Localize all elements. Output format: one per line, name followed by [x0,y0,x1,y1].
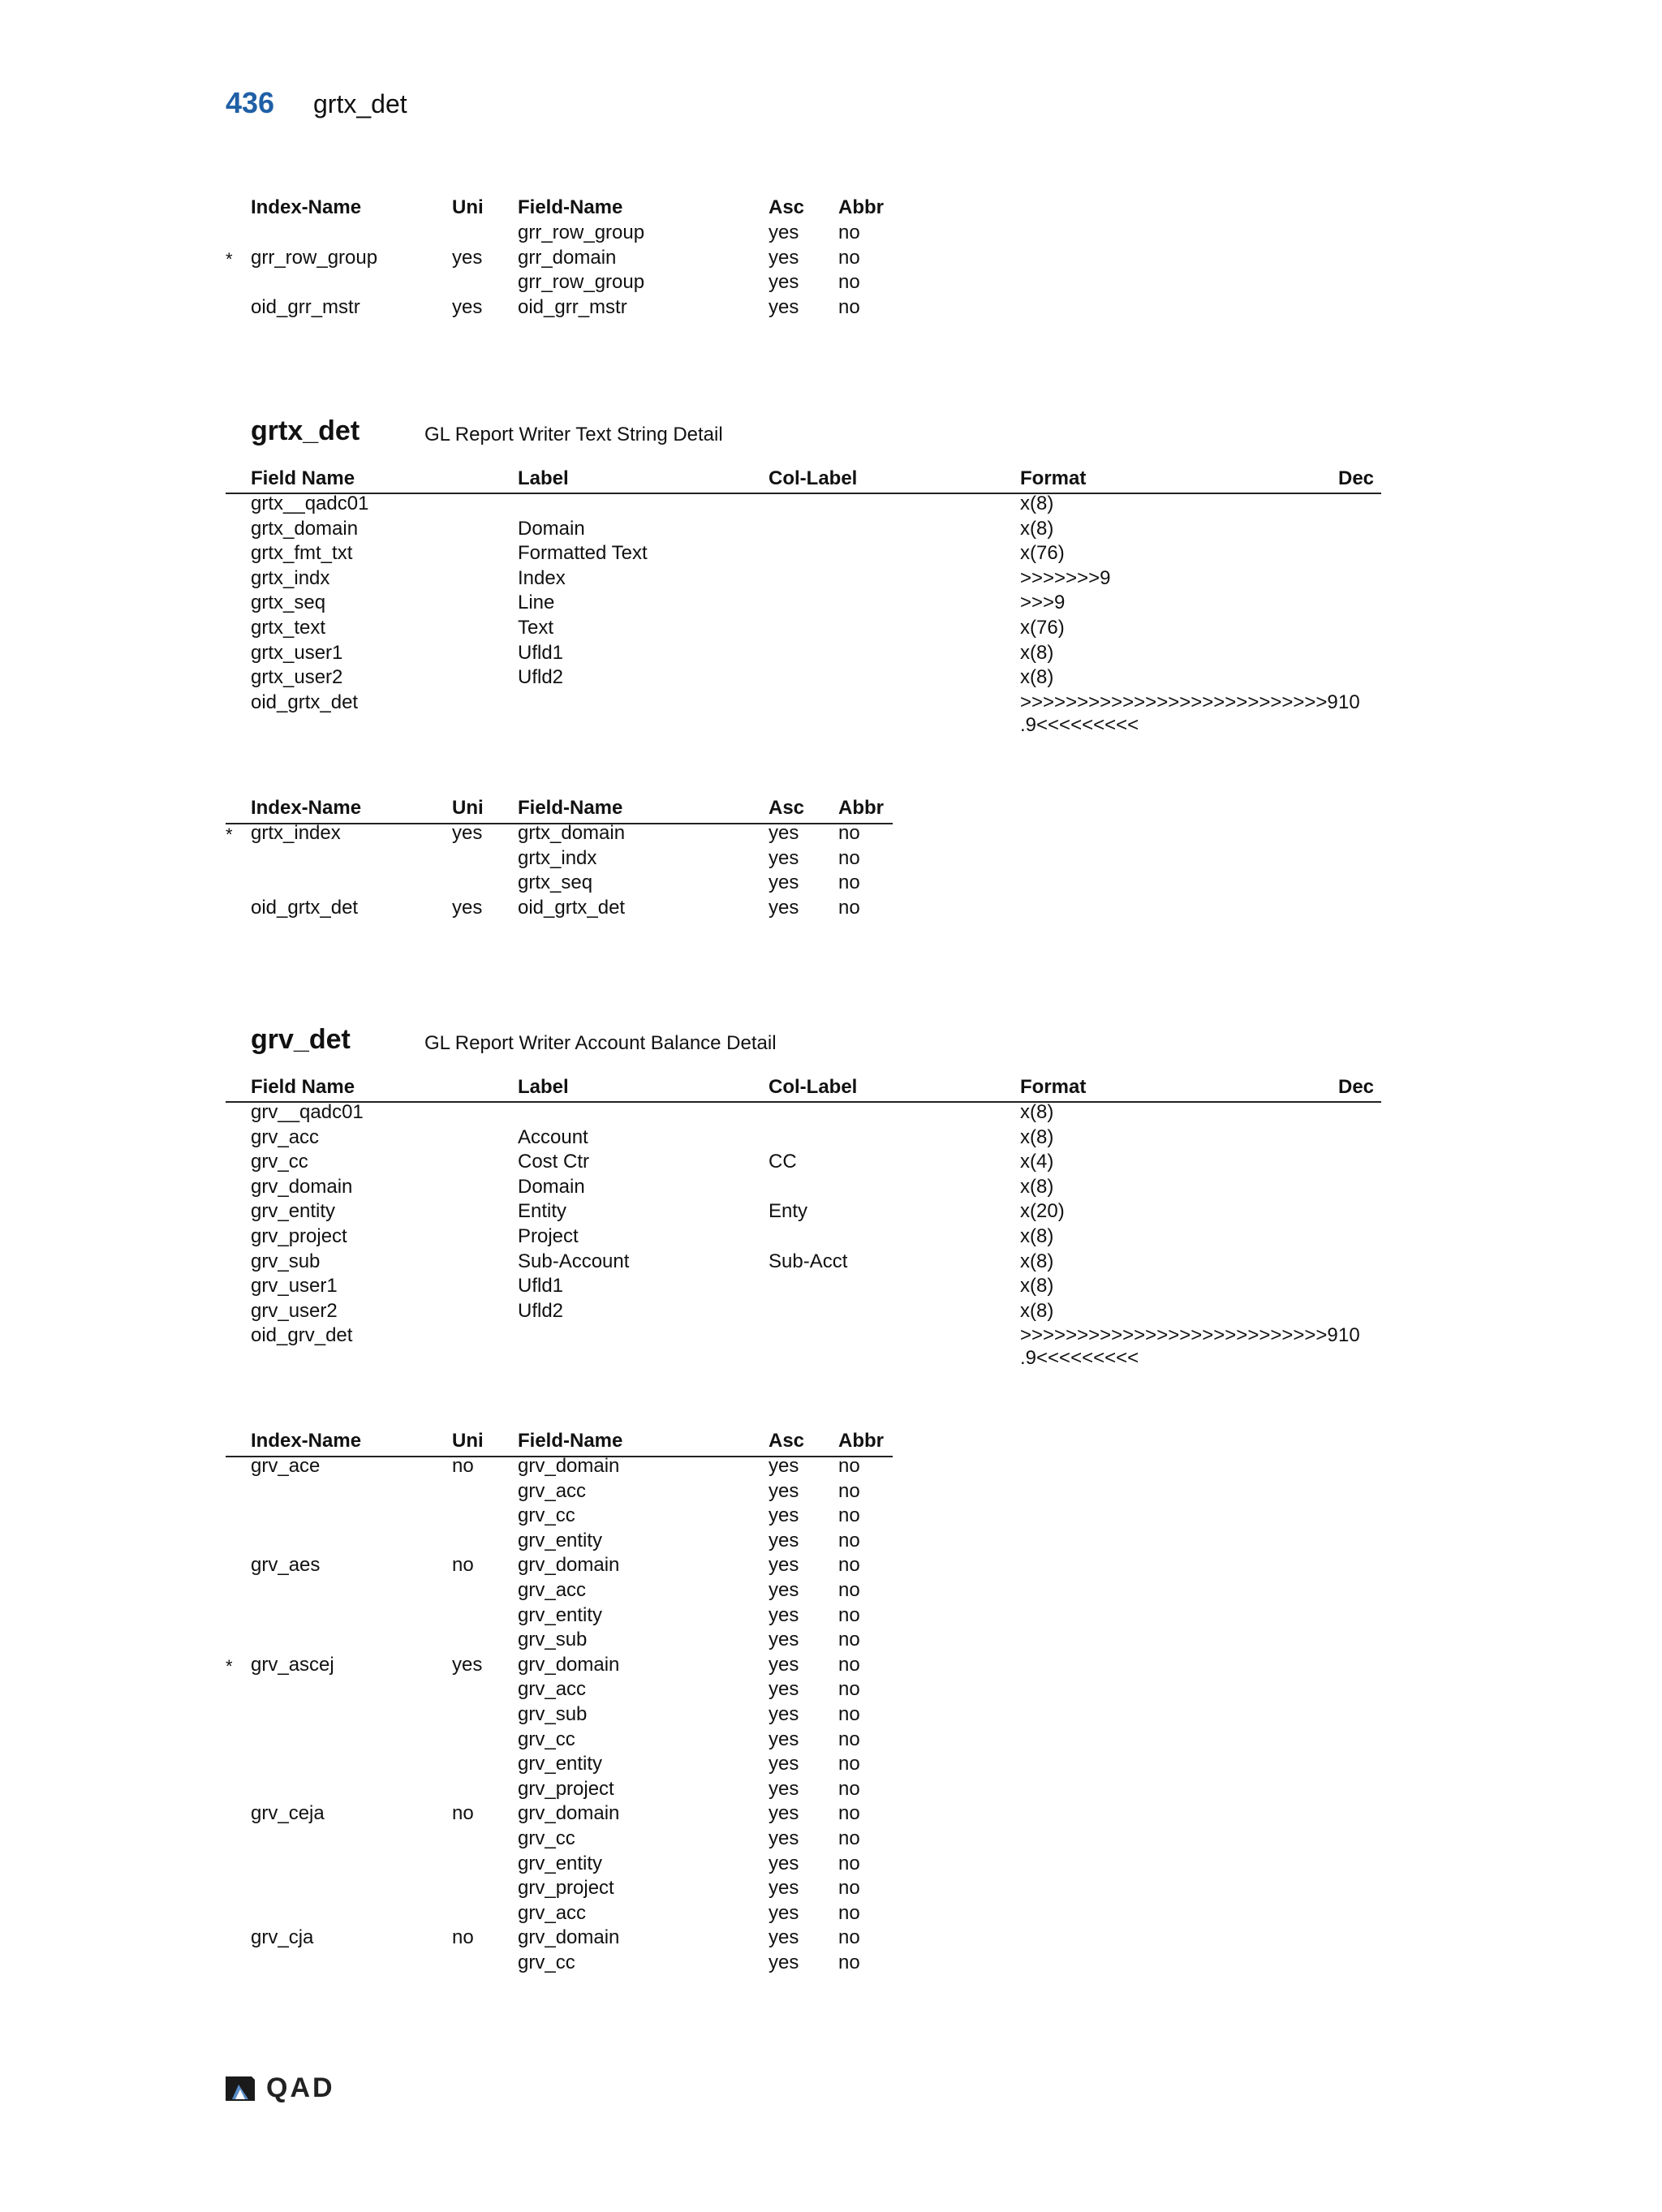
primary-index-marker: * [226,824,233,845]
field-name: grv_cc [251,1151,308,1173]
index-ascending: yes [769,1877,799,1899]
index-ascending: yes [769,897,799,919]
index-field-name: grv_domain [518,1926,620,1948]
index-abbreviated: no [838,1703,860,1725]
index-name-header: Index-Name [251,797,362,819]
index-abbreviated: no [838,296,860,318]
field-label: Cost Ctr [518,1151,590,1173]
field-format: x(8) [1020,1300,1054,1322]
index-field-name: oid_grtx_det [518,897,626,919]
grv-table-title: grv_det [251,1024,351,1055]
index-ascending: yes [769,1802,799,1824]
index-ascending: yes [769,1480,799,1502]
grtx-fields-rule [226,493,1381,494]
index-abbreviated: no [838,1629,860,1650]
index-ascending: yes [769,871,799,893]
field-label: Ufld2 [518,1300,564,1322]
index-abbreviated: no [838,1902,860,1924]
field-name-header: Field-Name [518,797,623,819]
index-field-name: grtx_seq [518,871,593,893]
index-field-name: grv_acc [518,1678,587,1700]
field-label: Text [518,617,554,639]
asc-header: Asc [769,196,805,218]
field-label: Ufld1 [518,642,564,664]
index-name: oid_grr_mstr [251,296,360,318]
index-ascending: yes [769,296,799,318]
index-abbreviated: no [838,871,860,893]
index-abbreviated: no [838,1952,860,1973]
field-name: grv_sub [251,1250,321,1272]
field-format: x(8) [1020,1176,1054,1198]
index-unique: yes [452,897,483,919]
field-name: grv__qadc01 [251,1101,364,1123]
index-abbreviated: no [838,1926,860,1948]
field-col-label: Sub-Acct [769,1250,848,1272]
index-field-name: grr_row_group [518,271,645,293]
field-name: grtx_user2 [251,666,343,688]
index-unique: yes [452,247,483,269]
index-field-name: grv_project [518,1778,614,1800]
field-format: >>>>>>>>>>>>>>>>>>>>>>>>>>>9 [1020,1324,1338,1346]
index-ascending: yes [769,1753,799,1775]
field-label: Sub-Account [518,1250,630,1272]
field-format: >>>>>>>>>>>>>>>>>>>>>>>>>>>9 [1020,691,1338,713]
index-abbreviated: no [838,1728,860,1750]
index-name: grv_ace [251,1455,321,1477]
index-unique: no [452,1455,474,1477]
index-field-name: grr_domain [518,247,617,269]
index-ascending: yes [769,1902,799,1924]
index-unique: no [452,1802,474,1824]
col-label-header: Col-Label [769,467,858,489]
field-format: x(8) [1020,1275,1054,1297]
field-format: x(4) [1020,1151,1054,1173]
field-format: x(76) [1020,542,1065,564]
index-ascending: yes [769,847,799,869]
index-ascending: yes [769,822,799,844]
index-ascending: yes [769,247,799,269]
index-ascending: yes [769,1504,799,1526]
field-format: x(20) [1020,1200,1065,1222]
field-name: grv_user1 [251,1275,338,1297]
index-field-name: grv_entity [518,1604,603,1626]
field-name: grtx_user1 [251,642,343,664]
index-field-name: grv_acc [518,1579,587,1601]
abbr-header: Abbr [838,797,884,819]
index-field-name: grv_acc [518,1902,587,1924]
index-abbreviated: no [838,847,860,869]
index-ascending: yes [769,1455,799,1477]
index-field-name: grv_sub [518,1703,588,1725]
index-ascending: yes [769,1827,799,1849]
field-format-continued: .9<<<<<<<<< [1020,714,1139,736]
index-abbreviated: no [838,1778,860,1800]
index-name: grv_ascej [251,1654,334,1676]
index-ascending: yes [769,271,799,293]
index-field-name: grv_acc [518,1480,587,1502]
index-abbreviated: no [838,897,860,919]
uni-header: Uni [452,196,484,218]
label-header: Label [518,1076,569,1098]
index-ascending: yes [769,1952,799,1973]
index-abbreviated: no [838,1654,860,1676]
field-name-header: Field Name [251,1076,355,1098]
index-abbreviated: no [838,1827,860,1849]
field-format: x(8) [1020,642,1054,664]
field-decimals: 10 [1338,691,1360,713]
index-unique: no [452,1554,474,1576]
field-name-header: Field-Name [518,1430,623,1452]
index-field-name: grv_entity [518,1753,603,1775]
index-field-name: grv_domain [518,1802,620,1824]
field-name: oid_grtx_det [251,691,359,713]
field-name: grtx__qadc01 [251,493,369,514]
index-ascending: yes [769,1926,799,1948]
field-name-header: Field Name [251,467,355,489]
index-abbreviated: no [838,1579,860,1601]
field-name: grv_acc [251,1126,320,1148]
grtx-table-title: grtx_det [251,415,360,446]
field-name-header: Field-Name [518,196,623,218]
uni-header: Uni [452,1430,484,1452]
index-ascending: yes [769,1554,799,1576]
index-ascending: yes [769,1678,799,1700]
index-ascending: yes [769,1778,799,1800]
grv-table-description: GL Report Writer Account Balance Detail [424,1032,777,1054]
col-label-header: Col-Label [769,1076,858,1098]
field-label: Domain [518,1176,585,1198]
index-field-name: grv_domain [518,1554,620,1576]
index-abbreviated: no [838,1853,860,1874]
dec-header: Dec [1338,467,1375,489]
field-label: Ufld1 [518,1275,564,1297]
field-label: Entity [518,1200,567,1222]
index-abbreviated: no [838,247,860,269]
field-decimals: 10 [1338,1324,1360,1346]
index-field-name: grv_cc [518,1827,575,1849]
index-field-name: oid_grr_mstr [518,296,627,318]
field-format: x(8) [1020,1101,1054,1123]
field-label: Account [518,1126,588,1148]
index-name-header: Index-Name [251,1430,362,1452]
index-field-name: grv_cc [518,1952,575,1973]
index-name: grv_ceja [251,1802,325,1824]
index-field-name: grv_entity [518,1853,603,1874]
qad-logo-icon [224,2075,256,2102]
index-unique: yes [452,822,483,844]
index-field-name: grtx_domain [518,822,626,844]
page-number: 436 [226,86,275,119]
field-col-label: Enty [769,1200,808,1222]
field-format: x(8) [1020,493,1054,514]
field-format-continued: .9<<<<<<<<< [1020,1347,1139,1369]
index-abbreviated: no [838,1455,860,1477]
abbr-header: Abbr [838,196,884,218]
index-ascending: yes [769,1629,799,1650]
uni-header: Uni [452,797,484,819]
field-name: grtx_text [251,617,326,639]
index-ascending: yes [769,1728,799,1750]
index-field-name: grv_domain [518,1455,620,1477]
index-ascending: yes [769,1853,799,1874]
field-label: Index [518,567,566,589]
index-abbreviated: no [838,222,860,243]
index-ascending: yes [769,222,799,243]
qad-logo [224,2072,335,2104]
field-format: x(8) [1020,1250,1054,1272]
field-format: x(76) [1020,617,1065,639]
index-field-name: grtx_indx [518,847,597,869]
field-format: x(8) [1020,1126,1054,1148]
field-format: >>>>>>>9 [1020,567,1111,589]
asc-header: Asc [769,797,805,819]
field-name: grv_project [251,1225,347,1247]
index-name: grv_cja [251,1926,314,1948]
abbr-header: Abbr [838,1430,884,1452]
index-name: grr_row_group [251,247,378,269]
index-abbreviated: no [838,1504,860,1526]
label-header: Label [518,467,569,489]
index-abbreviated: no [838,1877,860,1899]
field-label: Formatted Text [518,542,648,564]
index-ascending: yes [769,1579,799,1601]
index-field-name: grr_row_group [518,222,645,243]
index-abbreviated: no [838,271,860,293]
field-label: Line [518,592,555,613]
field-name: grv_user2 [251,1300,338,1322]
index-ascending: yes [769,1654,799,1676]
field-name: grtx_seq [251,592,326,613]
grv-fields-rule [226,1101,1381,1103]
running-title: grtx_det [313,89,407,118]
primary-index-marker: * [226,249,233,269]
field-name: grv_entity [251,1200,336,1222]
qad-logo-text: QAD [266,2072,335,2103]
index-unique: no [452,1926,474,1948]
index-abbreviated: no [838,1554,860,1576]
field-format: x(8) [1020,518,1054,540]
field-name: grv_domain [251,1176,353,1198]
format-header: Format [1020,467,1087,489]
index-abbreviated: no [838,1678,860,1700]
dec-header: Dec [1338,1076,1375,1098]
primary-index-marker: * [226,1656,233,1676]
index-ascending: yes [769,1604,799,1626]
index-abbreviated: no [838,1604,860,1626]
index-name-header: Index-Name [251,196,362,218]
index-ascending: yes [769,1530,799,1551]
index-field-name: grv_entity [518,1530,603,1551]
asc-header: Asc [769,1430,805,1452]
field-format: x(8) [1020,666,1054,688]
field-label: Domain [518,518,585,540]
field-format: >>>9 [1020,592,1066,613]
index-abbreviated: no [838,1480,860,1502]
field-name: grtx_domain [251,518,359,540]
field-label: Ufld2 [518,666,564,688]
index-ascending: yes [769,1703,799,1725]
format-header: Format [1020,1076,1087,1098]
index-abbreviated: no [838,1530,860,1551]
field-format: x(8) [1020,1225,1054,1247]
field-name: grtx_indx [251,567,330,589]
index-field-name: grv_cc [518,1728,575,1750]
field-name: oid_grv_det [251,1324,353,1346]
index-field-name: grv_project [518,1877,614,1899]
field-col-label: CC [769,1151,797,1173]
index-name: grv_aes [251,1554,321,1576]
index-name: oid_grtx_det [251,897,359,919]
index-field-name: grv_sub [518,1629,588,1650]
index-abbreviated: no [838,1802,860,1824]
field-label: Project [518,1225,579,1247]
index-field-name: grv_cc [518,1504,575,1526]
index-abbreviated: no [838,822,860,844]
index-field-name: grv_domain [518,1654,620,1676]
index-name: grtx_index [251,822,341,844]
grtx-table-description: GL Report Writer Text String Detail [424,424,723,445]
index-abbreviated: no [838,1753,860,1775]
field-name: grtx_fmt_txt [251,542,353,564]
index-unique: yes [452,296,483,318]
index-unique: yes [452,1654,483,1676]
